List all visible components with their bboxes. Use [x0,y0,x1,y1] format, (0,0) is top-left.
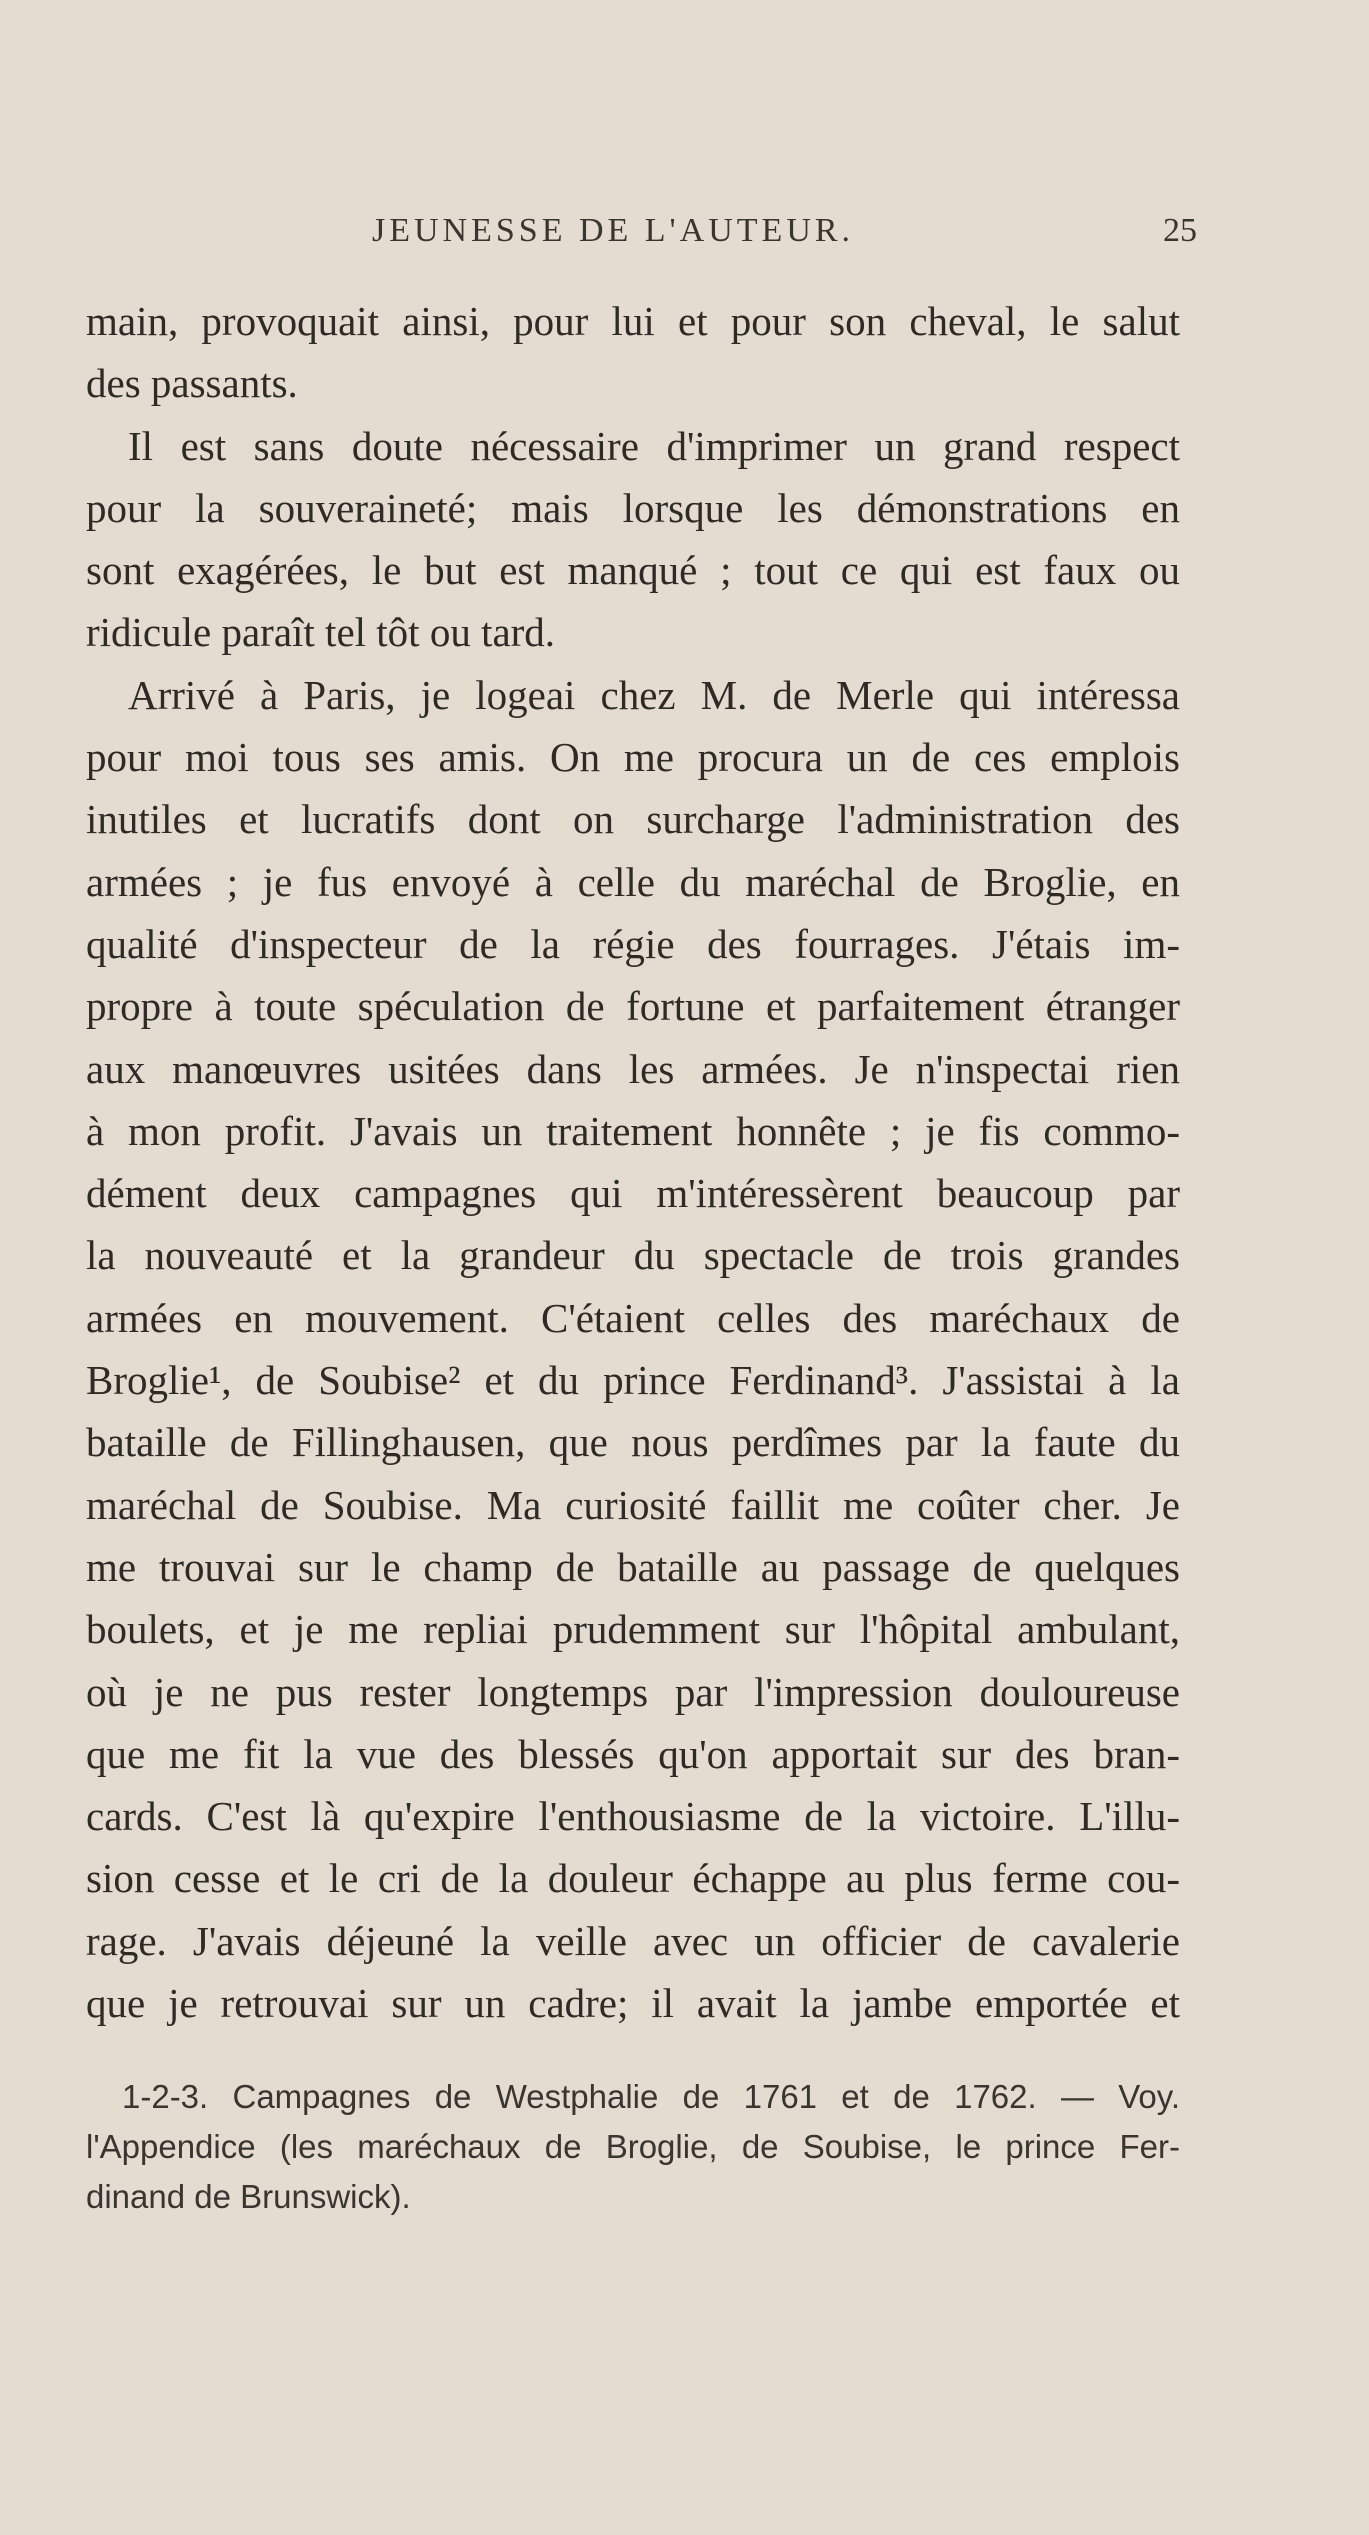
text-line: propre à toute spéculation de fortune et parfaitement étranger [86,983,1180,1030]
text-line: armées en mouvement. C'étaient celles des maréchaux de [86,1294,1180,1341]
text-line: que me fit la vue des blessés qu'on apportait sur des bran- [86,1730,1180,1777]
text-line: armées ; je fus envoyé à celle du maréchal de Broglie, en [86,858,1180,905]
text-line: pour la souveraineté; mais lorsque les démonstrations en [86,484,1180,531]
text-line: Il est sans doute nécessaire d'imprimer un grand respect [128,422,1180,469]
text-line: dément deux campagnes qui m'intéressèrent beaucoup par [86,1170,1180,1217]
running-head [0,212,1369,252]
text-line: à mon profit. J'avais un traitement honnête ; je fis commo- [86,1107,1180,1154]
text-line: que je retrouvai sur un cadre; il avait la jambe emportée et [86,1980,1180,2027]
text-line: sion cesse et le cri de la douleur échappe au plus ferme cou- [86,1855,1180,1902]
text-line: des passants. [86,360,298,407]
text-line: Arrivé à Paris, je logeai chez M. de Merle qui intéressa [128,671,1180,718]
text-line: cards. C'est là qu'expire l'enthousiasme de la victoire. L'illu- [86,1793,1180,1840]
text-line: sont exagérées, le but est manqué ; tout ce qui est faux ou [86,547,1180,594]
text-line: inutiles et lucratifs dont on surcharge l'administration des [86,796,1180,843]
text-line: maréchal de Soubise. Ma curiosité faillit me coûter cher. Je [86,1481,1180,1528]
text-line: main, provoquait ainsi, pour lui et pour son cheval, le salut [86,298,1180,344]
running-title: JEUNESSE DE L'AUTEUR. [372,212,855,249]
text-line: Broglie¹, de Soubise² et du prince Ferdinand³. J'assistai à la [86,1357,1180,1404]
footnote-line: l'Appendice (les maréchaux de Broglie, de Soubise, le prince Fer- [86,2128,1180,2165]
text-line: où je ne pus rester longtemps par l'impression douloureuse [86,1668,1180,1715]
body-text [86,290,1180,2034]
page-number: 25 [1163,212,1197,249]
text-line: aux manœuvres usitées dans les armées. Je n'inspectai rien [86,1045,1180,1092]
text-line: bataille de Fillinghausen, que nous perdîmes par la faute du [86,1419,1180,1466]
text-line: ridicule paraît tel tôt ou tard. [86,609,556,656]
footnote-line: 1-2-3. Campagnes de Westphalie de 1761 et de 1762. — Voy. [122,2078,1180,2115]
text-line: pour moi tous ses amis. On me procura un de ces emplois [86,734,1180,781]
text-line: rage. J'avais déjeuné la veille avec un officier de cavalerie [86,1917,1180,1964]
text-line: la nouveauté et la grandeur du spectacle de trois grandes [86,1232,1180,1279]
text-line: qualité d'inspecteur de la régie des fourrages. J'étais im- [86,920,1180,967]
footnotes [86,2072,1180,2222]
text-line: boulets, et je me repliai prudemment sur l'hôpital ambulant, [86,1606,1180,1653]
footnote-line: dinand de Brunswick). [86,2178,411,2215]
text-line: me trouvai sur le champ de bataille au passage de quelques [86,1543,1180,1590]
